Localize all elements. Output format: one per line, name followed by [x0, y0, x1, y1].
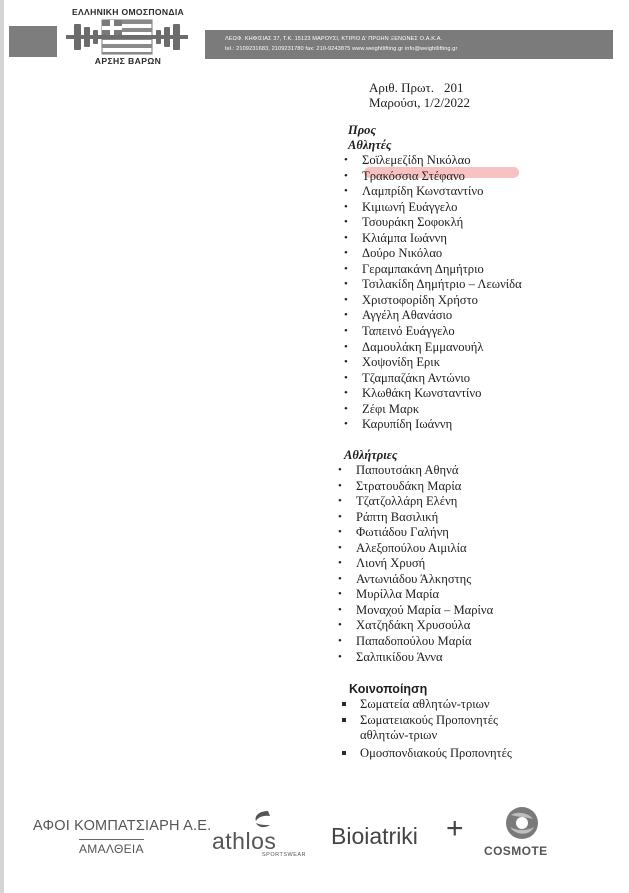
bullet-icon: • [344, 278, 348, 291]
square-bullet-icon [342, 751, 346, 755]
list-item: • Μοναχού Μαρία – Μαρίνα [338, 602, 494, 617]
list-item: • Ζέφι Μαρκ [344, 401, 420, 416]
list-item: • Δούρο Νικόλαο [344, 246, 443, 261]
bullet-icon: • [338, 495, 342, 508]
list-item: Ομοσπονδιακούς Προπονητές [342, 746, 512, 762]
bullet-icon: • [344, 185, 348, 198]
list-item: Σωματεία αθλητών-τριων [342, 697, 512, 713]
list-item: • Τρακόσσια Στέφανο [344, 168, 465, 183]
scan-edge [0, 0, 4, 893]
list-item-continuation: αθλητών-τριων [360, 728, 438, 742]
bullet-icon: • [344, 169, 348, 182]
federation-logo-icon [64, 18, 190, 56]
bullet-icon: • [338, 464, 342, 476]
list-item: • Αγγέλη Αθανάσιο [344, 308, 453, 323]
letterhead-bar [205, 30, 613, 59]
org-name: ΕΛΛΗΝΙΚΗ ΟΜΟΣΠΟΝΔΙΑ [71, 7, 185, 17]
sponsor-amaltheia: ΑΜΑΛΘΕΙΑ [79, 839, 144, 856]
list-item: • Τζατζολλάρη Ελένη [338, 494, 458, 509]
bullet-icon: • [344, 309, 348, 322]
bullet-icon: • [344, 262, 348, 275]
bullet-icon: • [344, 216, 348, 229]
bullet-icon: • [344, 154, 348, 166]
list-item: • Τζαμπαζάκη Αντώνιο [344, 370, 471, 385]
list-item: • Ράπτη Βασιλική [338, 509, 439, 524]
bullet-icon: • [338, 650, 342, 663]
bullet-icon: • [338, 635, 342, 648]
protocol-label: Αριθ. Πρωτ. [369, 80, 435, 95]
bullet-icon: • [344, 371, 348, 384]
list-item: • Χατζηδάκη Χρυσούλα [338, 618, 471, 633]
bullet-icon: • [338, 603, 342, 616]
list-item: • Γεραμπακάνη Δημήτριο [344, 261, 484, 276]
bullet-icon: • [344, 247, 348, 260]
list-item: • Παπαδοπούλου Μαρία [338, 634, 472, 649]
bullet-icon: • [338, 619, 342, 632]
list-item: • Χριστοφορίδη Χρήστο [344, 292, 478, 307]
square-bullet-icon [342, 702, 346, 706]
cc-title: Κοινοποίηση [349, 682, 428, 696]
bullet-icon: • [344, 340, 348, 353]
list-item: • Αλεξοπούλου Αιμιλία [338, 540, 467, 555]
list-item: • Φωτιάδου Γαλήνη [338, 525, 449, 540]
bullet-icon: • [338, 557, 342, 570]
header-left-block [9, 26, 57, 57]
female-athletes-list [336, 463, 493, 665]
bullet-icon: • [344, 200, 348, 213]
athletes-list [342, 153, 522, 433]
bullet-icon: • [338, 526, 342, 539]
list-item: Σωματειακούς Προπονητές [342, 713, 512, 729]
bullet-icon: • [344, 325, 348, 338]
bullet-icon: • [338, 572, 342, 585]
bullet-icon: • [338, 588, 342, 601]
list-item: • Χοψονίδη Ερικ [344, 355, 441, 370]
bullet-icon: • [344, 356, 348, 369]
list-item: • Σαλπικίδου Άννα [338, 649, 443, 664]
list-item: • Παπουτσάκη Αθηνά [338, 463, 459, 477]
list-item: • Τσιλακίδη Δημήτριο – Λεωνίδα [344, 277, 522, 292]
bullet-icon: • [344, 387, 348, 400]
bullet-icon: • [338, 479, 342, 492]
list-item: • Κλιάμπα Ιωάννη [344, 230, 447, 245]
sponsor-cosmote: COSMOTE [484, 844, 548, 858]
list-item: • Λαμπρίδη Κωνσταντίνο [344, 184, 484, 199]
athletes-title: Αθλητές [348, 138, 392, 152]
list-item: • Κλωθάκη Κωνσταντίνο [344, 386, 482, 401]
female-athletes-title: Αθλήτριες [344, 448, 398, 462]
protocol-block [369, 80, 470, 110]
cosmote-logo-icon [503, 805, 541, 841]
to-label: Προς [348, 123, 376, 137]
protocol-number: 201 [444, 80, 464, 95]
square-bullet-icon [342, 718, 346, 722]
bullet-icon: • [344, 293, 348, 306]
list-item: • Σοϊλεμεζίδη Νικόλαο [344, 153, 471, 167]
bioiatriki-plus-icon: + [446, 812, 464, 845]
cc-list [342, 697, 512, 761]
sponsor-kompatsiari: ΑΦΟΙ ΚΟΜΠΑΤΣΙΑΡΗ Α.Ε. [33, 818, 212, 834]
protocol-line [369, 80, 470, 95]
list-item: • Ταπεινό Ευάγγελο [344, 324, 455, 339]
org-subtitle: ΑΡΣΗΣ ΒΑΡΩΝ [94, 56, 162, 66]
list-item: • Λιονή Χρυσή [338, 556, 426, 571]
list-item: • Καρυπίδη Ιωάννη [344, 417, 453, 432]
bullet-icon: • [344, 402, 348, 415]
bullet-icon: • [338, 510, 342, 523]
list-item: • Στρατουδάκη Μαρία [338, 478, 462, 493]
list-item: • Μυρίλλα Μαρία [338, 587, 440, 602]
place-date: Μαρούσι, 1/2/2022 [369, 95, 471, 110]
sponsor-athlos: athlos [212, 828, 277, 854]
bullet-icon: • [338, 541, 342, 554]
list-item: • Κιμιωνή Ευάγγελο [344, 199, 458, 214]
list-item: • Τσουράκη Σοφοκλή [344, 215, 464, 230]
bullet-icon: • [344, 231, 348, 244]
letterhead-contacts: tel.: 2109231683, 2109231780 fax: 210-9243875 www.weightlifting.gr info@weightlifting.gr [225, 46, 458, 52]
bullet-icon: • [344, 418, 348, 431]
sponsor-bioiatriki: Bioiatriki [331, 823, 418, 849]
sponsor-athlos-sub: SPORTSWEAR [262, 852, 307, 858]
list-item: • Δαμουλάκη Εμμανουήλ [344, 339, 484, 354]
list-item: • Αντωνιάδου Άλκηστης [338, 571, 472, 586]
letterhead-address: ΛΕΩΦ. ΚΗΦΙΣΙΑΣ 37, Τ.Κ. 15123 ΜΑΡΟΥΣΙ, ΚΤΙΡΙΟ Δ' ΠΡΩΗΝ ΞΕΝΩΝΕΣ Ο.Α.Κ.Α. [225, 36, 443, 42]
